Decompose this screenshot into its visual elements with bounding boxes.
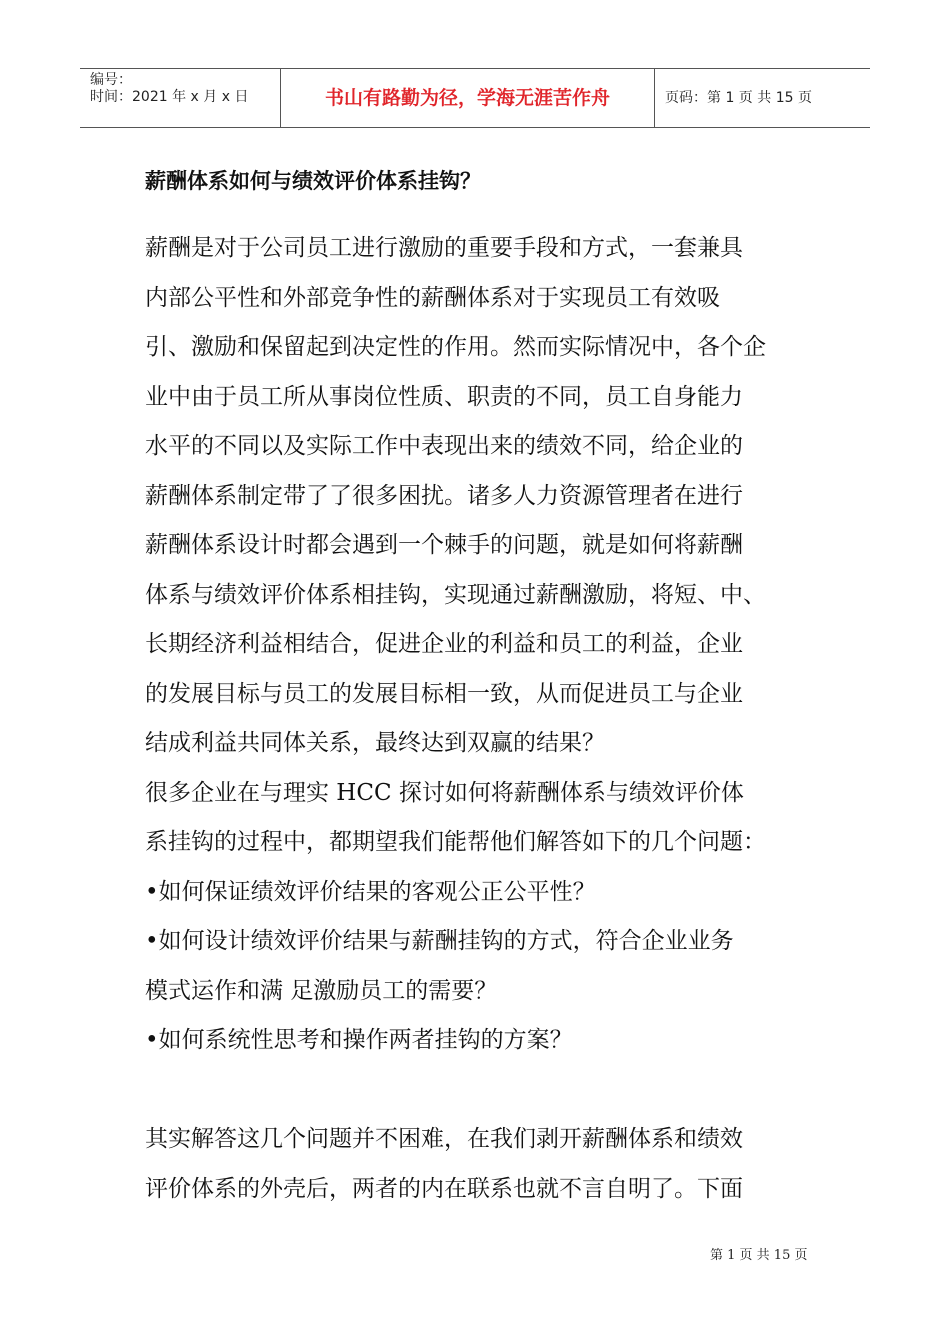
paragraph-spacer — [145, 1066, 815, 1116]
body-text-line: 薪酬体系制定带了了很多困扰。诸多人力资源管理者在进行 — [145, 482, 743, 509]
header-meta-cell — [80, 69, 281, 127]
body-text-line: 体系与绩效评价体系相挂钩，实现通过薪酬激励，将短、中、 — [145, 581, 766, 608]
body-text-line: 水平的不同以及实际工作中表现出来的绩效不同，给企业的 — [145, 433, 743, 459]
body-text-line: •如何保证绩效评价结果的客观公正公平性？ — [145, 878, 596, 905]
body-text-line: 模式运作和满 足激励员工的需要？ — [145, 977, 498, 1004]
header-motto: 书山有路勤为径，学海无涯苦作舟 — [324, 87, 610, 109]
body-text-line: 其实解答这几个问题并不困难，在我们剥开薪酬体系和绩效 — [145, 1126, 743, 1152]
document-number-label: 编号： — [90, 72, 132, 88]
document-date-label: 时间：2021 年 x 月 x 日 — [90, 89, 249, 105]
footer-page-number: 第 1 页 共 15 页 — [710, 1248, 808, 1263]
body-text-line: 薪酬是对于公司员工进行激励的重要手段和方式，一套兼具 — [145, 235, 743, 261]
document-title: 薪酬体系如何与绩效评价体系挂钩？ — [145, 169, 481, 193]
body-text-line: 薪酬体系设计时都会遇到一个棘手的问题，就是如何将薪酬 — [145, 532, 743, 558]
header-page-number: 页码：第 1 页 共 15 页 — [665, 90, 812, 106]
body-text-line: 系挂钩的过程中，都期望我们能帮他们解答如下的几个问题： — [145, 829, 766, 855]
header-motto-cell — [281, 69, 655, 127]
header-page-cell — [655, 69, 870, 127]
page-header — [80, 68, 870, 128]
body-text-line: 引、激励和保留起到决定性的作用。然而实际情况中，各个企 — [145, 334, 766, 360]
body-text-line: 内部公平性和外部竞争性的薪酬体系对于实现员工有效吸 — [145, 284, 720, 311]
body-text-line: 结成利益共同体关系，最终达到双赢的结果？ — [145, 730, 605, 756]
body-text-line: •如何系统性思考和操作两者挂钩的方案？ — [145, 1027, 573, 1053]
body-text-line: 很多企业在与理实 HCC 探讨如何将薪酬体系与绩效评价体 — [145, 779, 744, 806]
body-text-line: 的发展目标与员工的发展目标相一致，从而促进员工与企业 — [145, 680, 743, 707]
body-text-line: 评价体系的外壳后，两者的内在联系也就不言自明了。下面 — [145, 1175, 743, 1202]
document-body — [145, 224, 815, 1214]
body-text-line: 业中由于员工所从事岗位性质、职责的不同，员工自身能力 — [145, 383, 743, 410]
body-text-line: •如何设计绩效评价结果与薪酬挂钩的方式，符合企业业务 — [145, 928, 734, 954]
body-text-line: 长期经济利益相结合，促进企业的利益和员工的利益，企业 — [145, 631, 743, 657]
